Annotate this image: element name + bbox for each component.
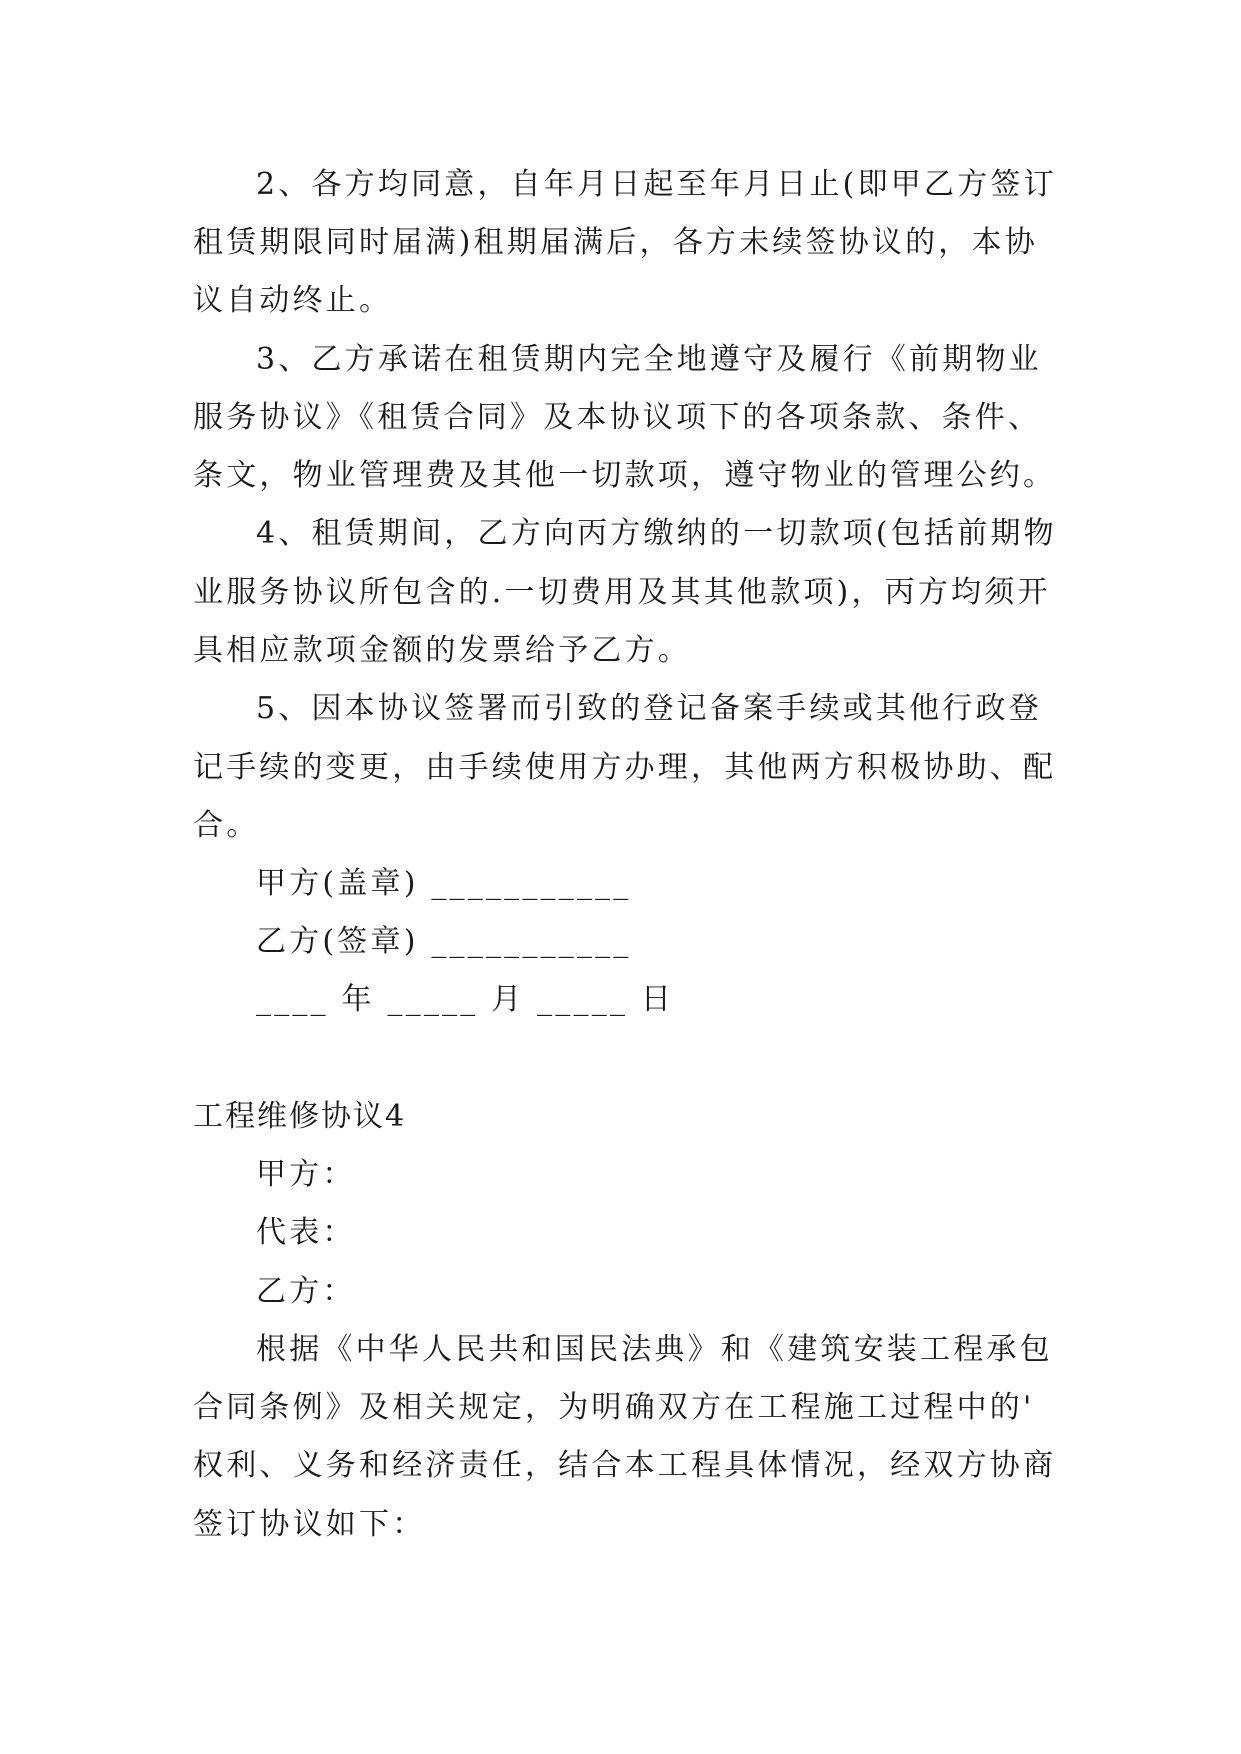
clause-3-line-1: 3、乙方承诺在租赁期内完全地遵守及履行《前期物业	[256, 342, 1042, 377]
clause-2-line-3: 议自动终止。	[193, 283, 393, 318]
clause-2-line-2: 租赁期限同时届满)租期届满后，各方未续签协议的，本协	[193, 225, 1038, 260]
section-title: 工程维修协议4	[193, 1099, 407, 1134]
signature-date-line: ____ 年 _____ 月 _____ 日	[256, 982, 675, 1017]
clause-4-line-2: 业服务协议所包含的.一切费用及其其他款项)，丙方均须开	[193, 575, 1051, 610]
clause-4-line-1: 4、租赁期间，乙方向丙方缴纳的一切款项(包括前期物	[256, 516, 1057, 551]
clause-5-line-3: 合。	[193, 808, 260, 843]
clause-3-line-2: 服务协议》《租赁合同》及本协议项下的各项条款、条件、	[193, 400, 1042, 435]
intro-line-4: 签订协议如下：	[193, 1507, 426, 1542]
section-party-a: 甲方：	[256, 1157, 356, 1192]
section-party-b: 乙方：	[256, 1274, 356, 1309]
intro-line-2: 合同条例》及相关规定，为明确双方在工程施工过程中的'	[193, 1390, 1035, 1425]
clause-5-line-1: 5、因本协议签署而引致的登记备案手续或其他行政登	[256, 691, 1042, 726]
party-b-sign-line: 乙方(签章) ___________	[256, 924, 632, 959]
clause-5-line-2: 记手续的变更，由手续使用方办理，其他两方积极协助、配	[193, 750, 1057, 785]
clause-2-line-1: 2、各方均同意，自年月日起至年月日止(即甲乙方签订	[256, 167, 1057, 202]
section-representative: 代表：	[256, 1215, 356, 1250]
clause-3-line-3: 条文，物业管理费及其他一切款项，遵守物业的管理公约。	[193, 458, 1057, 493]
party-a-seal-line: 甲方(盖章) ___________	[256, 866, 632, 901]
intro-line-3: 权利、义务和经济责任，结合本工程具体情况，经双方协商	[193, 1448, 1057, 1483]
clause-4-line-3: 具相应款项金额的发票给予乙方。	[193, 633, 691, 668]
intro-line-1: 根据《中华人民共和国民法典》和《建筑安装工程承包	[256, 1332, 1053, 1367]
